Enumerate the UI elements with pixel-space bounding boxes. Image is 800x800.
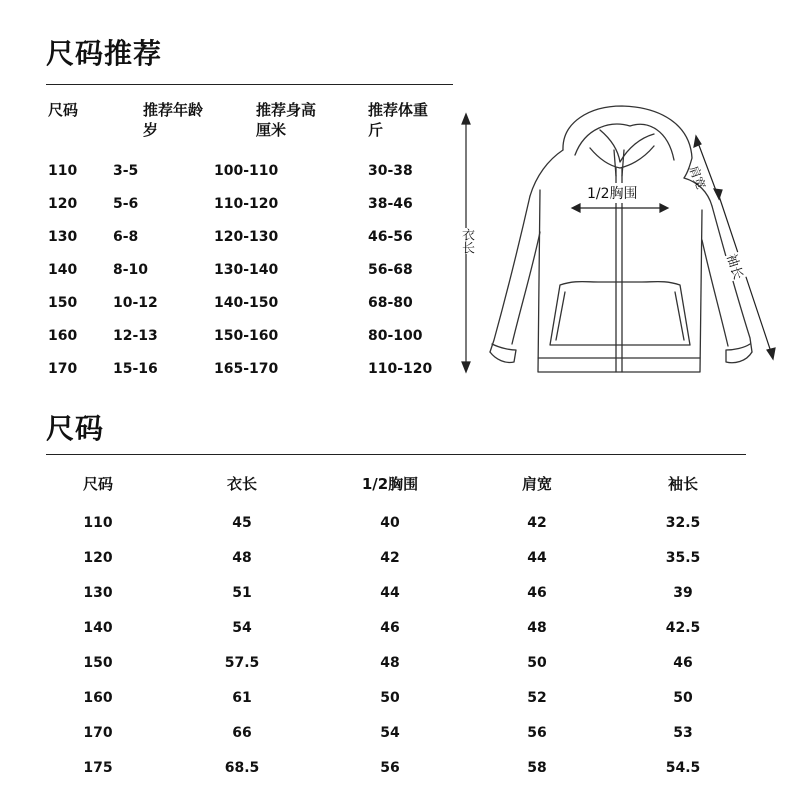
size-cell: 57.5: [224, 655, 260, 671]
recommend-cell: 100-110: [214, 163, 279, 179]
recommend-cell: 120: [48, 196, 78, 212]
size-cell: 42: [527, 515, 547, 531]
size-cell: 61: [232, 690, 252, 706]
recommend-cell: 110-120: [368, 361, 433, 377]
size-cell: 54: [380, 725, 400, 741]
size-cell: 130: [83, 585, 113, 601]
recommend-cell: 46-56: [368, 229, 413, 245]
size-cell: 53: [673, 725, 693, 741]
recommend-cell: 140: [48, 262, 78, 278]
chest-label: 1/2胸围: [585, 183, 640, 203]
shoulder-label: 肩宽: [686, 163, 709, 192]
recommend-cell: 56-68: [368, 262, 413, 278]
recommend-cell: 5-6: [113, 196, 139, 212]
size-header-cell: 尺码: [82, 475, 113, 493]
size-cell: 50: [527, 655, 547, 671]
size-cell: 160: [83, 690, 113, 706]
size-cell: 68.5: [224, 760, 260, 776]
recommend-header-cell: 推荐体重 斤: [368, 101, 429, 139]
hoodie-diagram: [455, 105, 790, 390]
recommend-cell: 110-120: [214, 196, 279, 212]
size-header-cell: 肩宽: [521, 475, 552, 493]
size-cell: 140: [83, 620, 113, 636]
recommend-cell: 15-16: [113, 361, 158, 377]
recommend-cell: 160: [48, 328, 78, 344]
size-cell: 56: [527, 725, 547, 741]
recommend-header-cell: 推荐年龄 岁: [143, 101, 204, 139]
size-cell: 35.5: [665, 550, 701, 566]
recommend-cell: 130-140: [214, 262, 279, 278]
recommend-cell: 38-46: [368, 196, 413, 212]
size-cell: 48: [527, 620, 547, 636]
size-cell: 46: [380, 620, 400, 636]
sleeve-dimension: [719, 196, 775, 359]
size-cell: 46: [673, 655, 693, 671]
recommend-cell: 10-12: [113, 295, 158, 311]
recommend-cell: 68-80: [368, 295, 413, 311]
size-cell: 50: [380, 690, 400, 706]
size-cell: 46: [527, 585, 547, 601]
size-title: 尺码: [46, 412, 105, 445]
size-header-cell: 1/2胸围: [361, 475, 419, 493]
size-cell: 45: [232, 515, 252, 531]
size-cell: 66: [232, 725, 252, 741]
recommend-cell: 30-38: [368, 163, 413, 179]
recommend-header-cell: 推荐身高 厘米: [256, 101, 317, 139]
size-cell: 42: [380, 550, 400, 566]
size-cell: 50: [673, 690, 693, 706]
recommend-cell: 150-160: [214, 328, 279, 344]
size-header-cell: 袖长: [667, 475, 698, 493]
size-title-rule: [46, 454, 746, 455]
recommend-cell: 3-5: [113, 163, 139, 179]
recommend-cell: 8-10: [113, 262, 149, 278]
size-header-cell: 衣长: [226, 475, 257, 493]
size-cell: 110: [83, 515, 113, 531]
recommend-title: 尺码推荐: [46, 37, 163, 70]
size-cell: 42.5: [665, 620, 701, 636]
size-cell: 56: [380, 760, 400, 776]
recommend-cell: 130: [48, 229, 78, 245]
size-cell: 48: [380, 655, 400, 671]
sleeve-label: 袖长: [723, 251, 749, 282]
chest-dimension: [572, 204, 668, 212]
recommend-cell: 150: [48, 295, 78, 311]
size-cell: 32.5: [665, 515, 701, 531]
size-cell: 52: [527, 690, 547, 706]
recommend-header-cell: 尺码: [48, 101, 79, 119]
recommend-cell: 170: [48, 361, 78, 377]
recommend-cell: 120-130: [214, 229, 279, 245]
size-cell: 48: [232, 550, 252, 566]
recommend-cell: 110: [48, 163, 78, 179]
recommend-cell: 80-100: [368, 328, 423, 344]
size-cell: 39: [673, 585, 693, 601]
size-cell: 44: [527, 550, 547, 566]
size-cell: 54.5: [665, 760, 701, 776]
recommend-cell: 165-170: [214, 361, 279, 377]
recommend-cell: 140-150: [214, 295, 279, 311]
size-cell: 150: [83, 655, 113, 671]
size-cell: 58: [527, 760, 547, 776]
size-cell: 51: [232, 585, 252, 601]
size-cell: 40: [380, 515, 400, 531]
size-cell: 44: [380, 585, 400, 601]
recommend-cell: 6-8: [113, 229, 139, 245]
size-cell: 170: [83, 725, 113, 741]
hoodie-outline-icon: [490, 106, 752, 372]
size-cell: 54: [232, 620, 252, 636]
recommend-cell: 12-13: [113, 328, 158, 344]
length-label: 衣长: [459, 228, 474, 254]
size-cell: 175: [83, 760, 113, 776]
size-cell: 120: [83, 550, 113, 566]
recommend-title-rule: [46, 84, 453, 85]
